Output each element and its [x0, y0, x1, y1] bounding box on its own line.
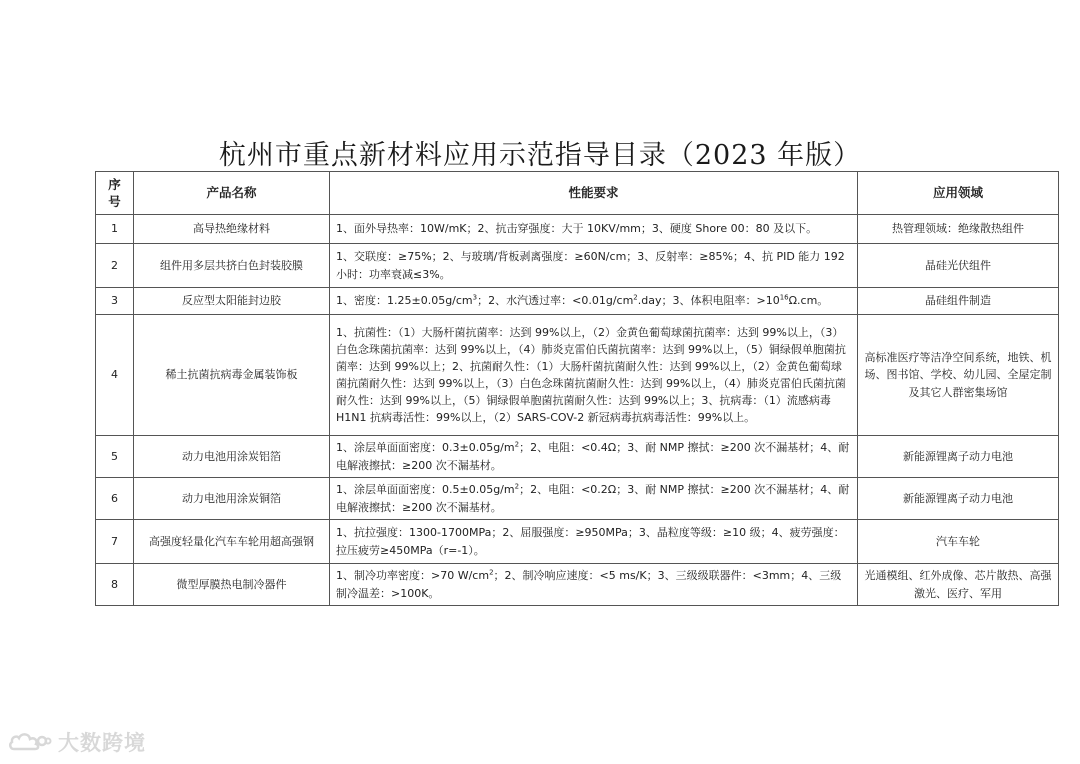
application-field: 晶硅组件制造 [858, 288, 1059, 315]
cloud-logo-icon [8, 729, 52, 755]
product-name: 微型厚膜热电制冷器件 [134, 564, 330, 606]
watermark [8, 727, 146, 757]
performance-requirements: 1、交联度：≥75%；2、与玻璃/背板剥离强度：≥60N/cm；3、反射率：≥85%；4、抗 PID 能力 192 小时：功率衰减≤3%。 [330, 244, 858, 288]
perf-superscript: 16 [779, 293, 789, 302]
perf-text-part: 1、涂层单面面密度：0.3±0.05g/m [336, 441, 515, 455]
perf-text-part: 1、制冷功率密度：>70 W/cm [336, 569, 490, 583]
row-number: 8 [96, 564, 134, 606]
application-field: 新能源锂离子动力电池 [858, 436, 1059, 478]
row-number: 4 [96, 315, 134, 436]
materials-catalog-table [95, 171, 1059, 606]
perf-text-part: ；2、水汽透过率：<0.01g/cm [477, 294, 634, 308]
product-name: 稀土抗菌抗病毒金属装饰板 [134, 315, 330, 436]
product-name: 组件用多层共挤白色封装胶膜 [134, 244, 330, 288]
table-row [96, 288, 1059, 315]
perf-text-part: .day；3、体积电阻率：>10 [637, 294, 780, 308]
product-name: 动力电池用涂炭铝箔 [134, 436, 330, 478]
row-number: 7 [96, 520, 134, 564]
application-field: 晶硅光伏组件 [858, 244, 1059, 288]
perf-text-part: 1、密度：1.25±0.05g/cm [336, 294, 473, 308]
perf-text-part: 1、涂层单面面密度：0.5±0.05g/m [336, 483, 515, 497]
product-name: 高强度轻量化汽车车轮用超高强钢 [134, 520, 330, 564]
column-header-name: 产品名称 [134, 172, 330, 215]
perf-text-part: ；2、电阻：<0.4Ω；3、耐 NMP 擦拭：≥200 次不漏基材；4、耐电解液擦拭：≥200 次不漏基材。 [336, 441, 850, 472]
table-row [96, 564, 1059, 606]
table-row [96, 436, 1059, 478]
performance-requirements [330, 478, 858, 520]
watermark-text: 大数跨境 [58, 731, 146, 755]
column-header-no-line1: 序 [108, 176, 121, 192]
product-name: 动力电池用涂炭铜箔 [134, 478, 330, 520]
product-name: 高导热绝缘材料 [134, 215, 330, 244]
application-field: 光通模组、红外成像、芯片散热、高强激光、医疗、军用 [858, 564, 1059, 606]
application-field: 新能源锂离子动力电池 [858, 478, 1059, 520]
application-field: 热管理领域：绝缘散热组件 [858, 215, 1059, 244]
perf-superscript: 2 [489, 568, 494, 577]
column-header-no-line2: 号 [108, 194, 121, 209]
table-row [96, 315, 1059, 436]
row-number: 2 [96, 244, 134, 288]
table-row [96, 215, 1059, 244]
table-row [96, 244, 1059, 288]
perf-text-part: ；2、电阻：<0.2Ω；3、耐 NMP 擦拭：≥200 次不漏基材；4、耐电解液擦拭：≥200 次不漏基材。 [336, 483, 850, 514]
row-number: 1 [96, 215, 134, 244]
perf-superscript: 2 [514, 482, 520, 491]
column-header-application: 应用领域 [858, 172, 1059, 215]
table-header-row [96, 172, 1059, 215]
application-field: 高标准医疗等洁净空间系统，地铁、机场、图书馆、学校、幼儿园、全屋定制及其它人群密集场馆 [858, 315, 1059, 436]
performance-requirements: 1、抗菌性：（1）大肠杆菌抗菌率：达到 99%以上，（2）金黄色葡萄球菌抗菌率：达到 99%以上，（3）白色念珠菌抗菌率：达到 99%以上，（4）肺炎克雷伯氏菌抗菌率：达到 99%以上，（5）铜绿假单胞菌抗菌率：达到 99%以上；2、抗菌耐久性：（1）大肠杆菌抗菌耐久性：达到 99%以上，（2）金黄色葡萄球菌抗菌耐久性：达到 99%以上，（3）白色念珠菌抗菌耐久性：达到 99%以上，（4）肺炎克雷伯氏菌抗菌耐久性：达到 99%以上，（5）铜绿假单胞菌抗菌耐久性：达到 99%以上；3、抗病毒：（1）流感病毒 H1N1 抗病毒活性：99%以上，（2）SARS-COV-2 新冠病毒抗病毒活性：99%以上。 [330, 315, 858, 436]
row-number: 3 [96, 288, 134, 315]
table-row [96, 478, 1059, 520]
perf-text-part: ；2、制冷响应速度：<5 ms/K；3、三级级联器件：<3mm；4、三级制冷温差：>100K。 [336, 569, 842, 600]
performance-requirements: 1、面外导热率：10W/mK；2、抗击穿强度：大于 10KV/mm；3、硬度 Shore 00：80 及以下。 [330, 215, 858, 244]
row-number: 5 [96, 436, 134, 478]
table-row [96, 520, 1059, 564]
performance-requirements [330, 436, 858, 478]
row-number: 6 [96, 478, 134, 520]
perf-superscript: 3 [472, 293, 478, 302]
performance-requirements [330, 564, 858, 606]
column-header-no [96, 172, 134, 215]
application-field: 汽车车轮 [858, 520, 1059, 564]
performance-requirements [330, 288, 858, 315]
document-title: 杭州市重点新材料应用示范指导目录（2023 年版） [218, 140, 862, 171]
performance-requirements: 1、抗拉强度：1300-1700MPa；2、屈服强度：≥950MPa；3、晶粒度等级：≥10 级；4、疲劳强度：拉压疲劳≥450MPa（r=-1）。 [330, 520, 858, 564]
column-header-performance: 性能要求 [330, 172, 858, 215]
perf-text-part: Ω.cm。 [788, 294, 829, 308]
product-name: 反应型太阳能封边胶 [134, 288, 330, 315]
perf-superscript: 2 [633, 293, 638, 302]
perf-superscript: 2 [514, 440, 520, 449]
